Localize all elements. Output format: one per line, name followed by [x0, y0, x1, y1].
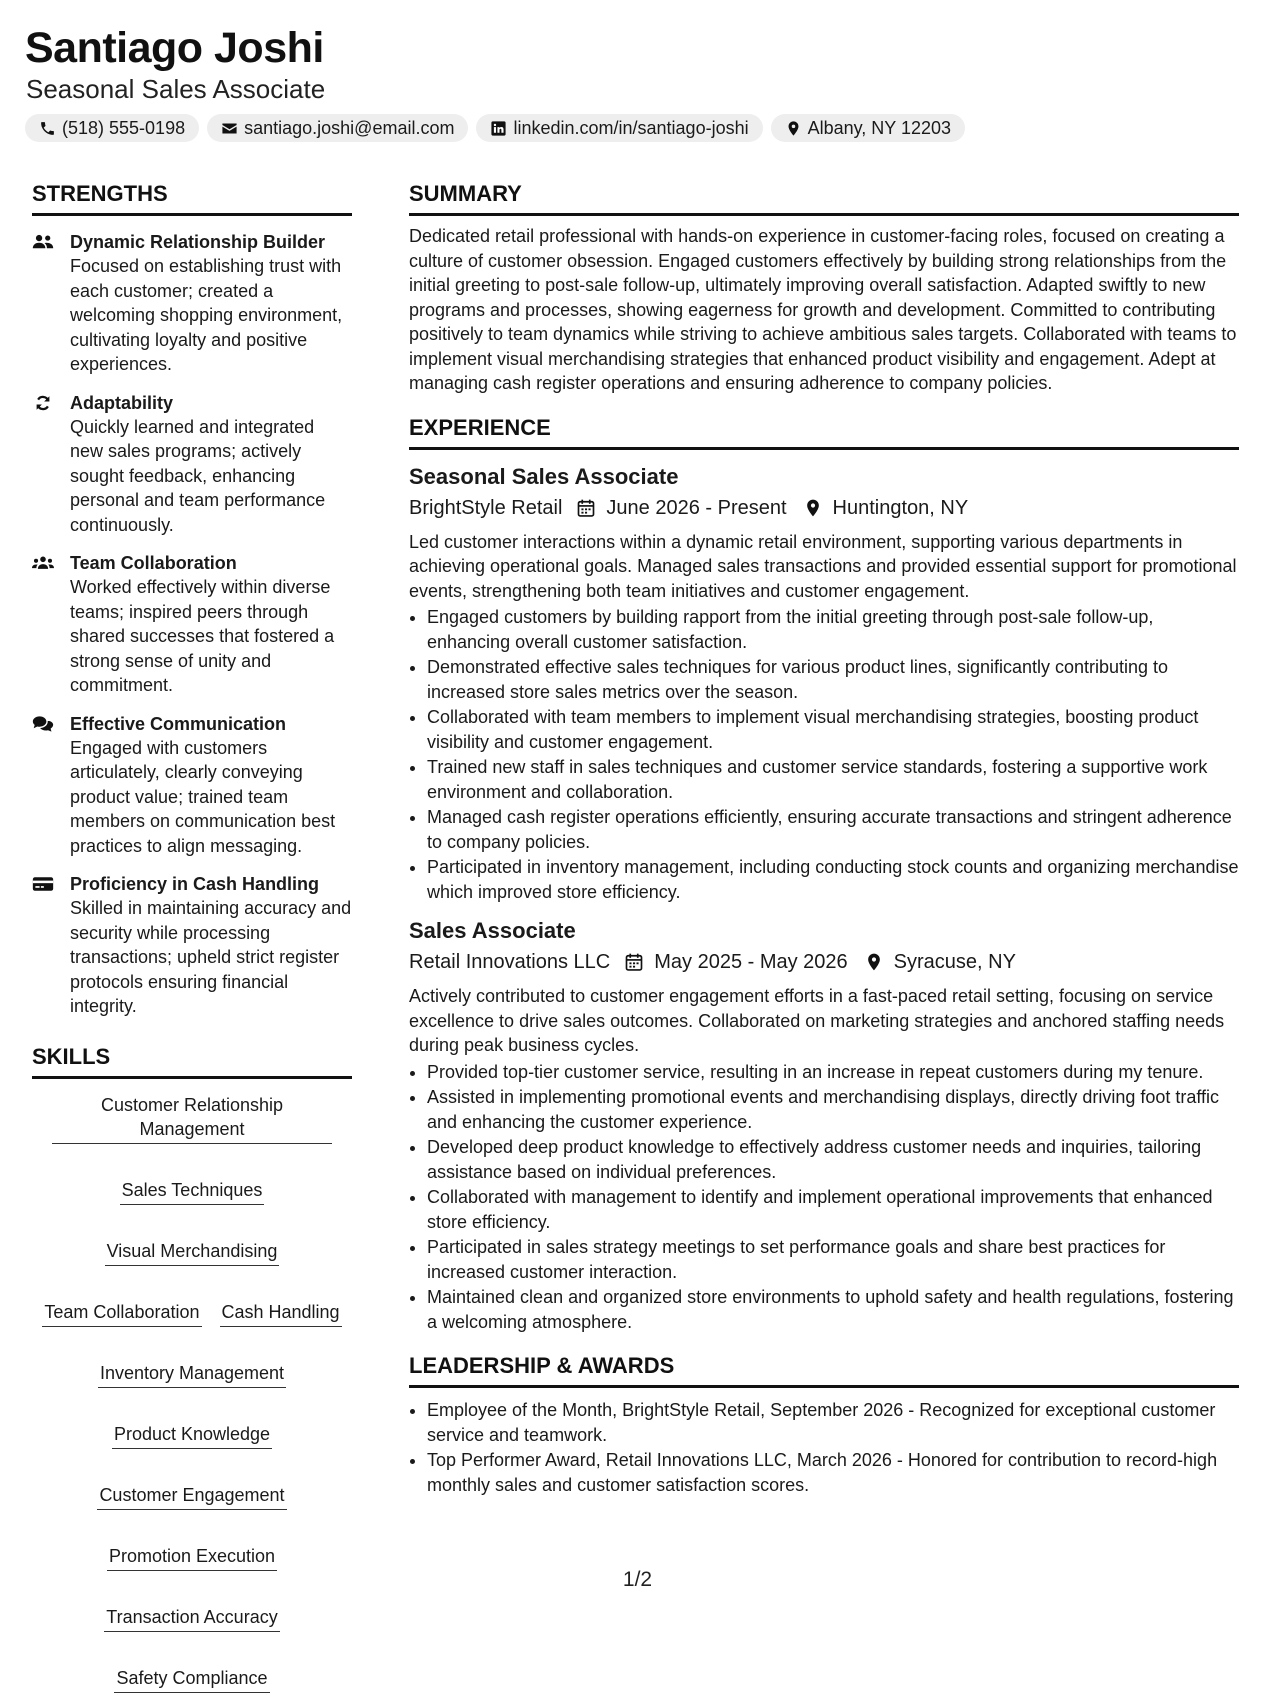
- job-title: Sales Associate: [409, 918, 576, 943]
- strength-desc: Quickly learned and integrated new sales programs; actively sought feedback, enhancing personal and team performance continuously.: [70, 416, 326, 535]
- bullet-item: • Collaborated with team members to implement visual merchandising strategies, boosting product visibility and customer engagement.: [427, 705, 1239, 754]
- calendar-icon: [624, 952, 644, 972]
- linkedin-text: linkedin.com/in/santiago-joshi: [513, 117, 749, 138]
- strengths-heading: STRENGTHS: [32, 180, 352, 216]
- group-icon: [32, 554, 54, 572]
- candidate-name: Santiago Joshi: [25, 24, 324, 72]
- skill-tag: Transaction Accuracy: [104, 1605, 279, 1632]
- map-marker-icon: [785, 120, 802, 137]
- job-meta: [409, 948, 1239, 976]
- phone-icon: [39, 120, 56, 137]
- contact-email[interactable]: [207, 114, 468, 142]
- summary-heading: SUMMARY: [409, 180, 1239, 216]
- linkedin-icon: [490, 120, 507, 137]
- summary-text: Dedicated retail professional with hands-on experience in customer-facing roles, focused on creating a culture of customer obsession. Engaged customers effectively by building strong relationships from the initial greeting to post-sale follow-up, ultimately improving overall satisfaction. Adapted swiftly to new programs and processes, showing eagerness for growth and development. Committed to contributing positively to team dynamics while striving to achieve ambitious sales targets. Collaborated with teams to implement visual merchandising strategies that enhanced product visibility and engagement. Adept at managing cash register operations and ensuring adherence to company policies.: [409, 226, 1237, 393]
- job-bullets: [409, 1060, 1239, 1335]
- job-bullets: [409, 605, 1239, 904]
- skills-heading: SKILLS: [32, 1043, 352, 1079]
- strength-desc: Focused on establishing trust with each customer; created a welcoming shopping environment, cultivating loyalty and positive experiences.: [70, 256, 343, 374]
- award-item: • Employee of the Month, BrightStyle Retail, September 2026 - Recognized for exceptional customer service and teamwork.: [427, 1398, 1239, 1447]
- page-number: 1/2: [622, 1568, 653, 1591]
- strength-title: Effective Communication: [70, 713, 287, 734]
- strength-title: Proficiency in Cash Handling: [70, 874, 320, 894]
- strength-item: [32, 872, 352, 1019]
- skill-tag: Product Knowledge: [112, 1422, 272, 1449]
- job-title: Seasonal Sales Associate: [409, 463, 679, 489]
- email-text: santiago.joshi@email.com: [244, 117, 455, 138]
- bullet-item: • Demonstrated effective sales techniques for various product lines, significantly contributing to increased store sales metrics over the season.: [427, 655, 1239, 704]
- bullet-item: • Maintained clean and organized store environments to uphold safety and health regulations, fostering a welcoming atmosphere.: [427, 1285, 1239, 1334]
- envelope-icon: [221, 120, 238, 137]
- award-item: • Top Performer Award, Retail Innovations LLC, March 2026 - Honored for contribution to record-high monthly sales and customer satisfaction scores.: [427, 1448, 1239, 1497]
- job-desc: Actively contributed to customer engagement efforts in a fast-paced retail setting, focusing on service excellence to drive sales outcomes. Collaborated on marketing strategies and anchored staffing needs during peak business cycles.: [409, 986, 1225, 1055]
- job-dates: June 2026 - Present: [606, 496, 787, 519]
- job-dates: May 2025 - May 2026: [654, 951, 848, 973]
- skills-list: [32, 1093, 352, 1693]
- contact-location: [771, 114, 965, 142]
- strength-title: Team Collaboration: [70, 553, 237, 573]
- strength-item: [32, 230, 352, 377]
- bullet-item: • Trained new staff in sales techniques and customer service standards, fostering a supportive work environment and collaboration.: [427, 755, 1239, 804]
- skill-tag: Inventory Management: [98, 1361, 286, 1388]
- phone-text: (518) 555-0198: [62, 117, 186, 138]
- strength-desc: Engaged with customers articulately, clearly conveying product value; trained team members on communication best practices to align messaging.: [70, 737, 336, 856]
- left-column: [32, 180, 352, 1693]
- bullet-item: • Provided top-tier customer service, resulting in an increase in repeat customers during my tenure.: [427, 1060, 1239, 1085]
- strength-title: Dynamic Relationship Builder: [70, 232, 326, 252]
- credit-card-icon: [32, 875, 54, 893]
- strength-item: [32, 391, 352, 538]
- map-marker-icon: [864, 952, 884, 972]
- location-text: Albany, NY 12203: [807, 117, 952, 138]
- skill-tag: Sales Techniques: [120, 1178, 265, 1205]
- bullet-item: • Managed cash register operations efficiently, ensuring accurate transactions and stringent adherence to company policies.: [427, 805, 1239, 854]
- job-desc: Led customer interactions within a dynamic retail environment, supporting various departments in achieving operational goals. Managed sales transactions and provided essential support for promotional events, strengthening both team initiatives and customer engagement.: [409, 531, 1237, 601]
- calendar-icon: [576, 498, 596, 518]
- experience-heading: EXPERIENCE: [409, 414, 1239, 450]
- job-location: Huntington, NY: [832, 496, 969, 519]
- bullet-item: • Participated in inventory management, including conducting stock counts and organizing merchandise which improved store efficiency.: [427, 855, 1239, 904]
- job-company: Retail Innovations LLC: [409, 951, 611, 973]
- skill-tag: Cash Handling: [220, 1300, 342, 1327]
- map-marker-icon: [803, 498, 823, 518]
- bullet-item: • Engaged customers by building rapport from the initial greeting through post-sale follow-up, enhancing overall customer satisfaction.: [427, 605, 1239, 654]
- right-column: [409, 180, 1239, 1498]
- awards-heading: LEADERSHIP & AWARDS: [409, 1352, 1239, 1388]
- job-meta: [409, 494, 1239, 522]
- job-entry: [409, 462, 1239, 905]
- skill-tag: Visual Merchandising: [105, 1239, 280, 1266]
- bullet-item: • Participated in sales strategy meetings to set performance goals and share best practices for increased customer interaction.: [427, 1235, 1239, 1284]
- contact-linkedin[interactable]: [476, 114, 762, 142]
- strength-item: [32, 712, 352, 859]
- comments-icon: [32, 715, 54, 733]
- bullet-item: • Developed deep product knowledge to effectively address customer needs and inquiries, tailoring assistance based on individual preferences.: [427, 1135, 1239, 1184]
- bullet-item: • Assisted in implementing promotional events and merchandising displays, directly driving foot traffic and enhancing the customer experience.: [427, 1085, 1239, 1134]
- skill-tag: Safety Compliance: [114, 1666, 269, 1693]
- job-location: Syracuse, NY: [893, 951, 1016, 973]
- job-company: BrightStyle Retail: [409, 496, 563, 519]
- candidate-role: Seasonal Sales Associate: [26, 74, 326, 104]
- contact-bar: [25, 114, 965, 142]
- awards-list: [409, 1398, 1239, 1497]
- users-icon: [32, 233, 54, 251]
- strength-title: Adaptability: [70, 392, 174, 413]
- bullet-item: • Collaborated with management to identify and implement operational improvements that enhanced store efficiency.: [427, 1185, 1239, 1234]
- sync-icon: [32, 394, 54, 412]
- contact-phone[interactable]: [25, 114, 199, 142]
- strength-item: [32, 551, 352, 698]
- skill-tag: Customer Engagement: [97, 1483, 286, 1510]
- job-entry: [409, 916, 1239, 1334]
- skill-tag: Promotion Execution: [107, 1544, 277, 1571]
- skill-tag: Team Collaboration: [42, 1300, 201, 1327]
- strength-desc: Skilled in maintaining accuracy and security while processing transactions; upheld strict register protocols ensuring financial integrity.: [70, 898, 352, 1016]
- strength-desc: Worked effectively within diverse teams; inspired peers through shared successes that fostered a strong sense of unity and commitment.: [70, 577, 335, 695]
- skill-tag: Customer Relationship Management: [52, 1093, 332, 1144]
